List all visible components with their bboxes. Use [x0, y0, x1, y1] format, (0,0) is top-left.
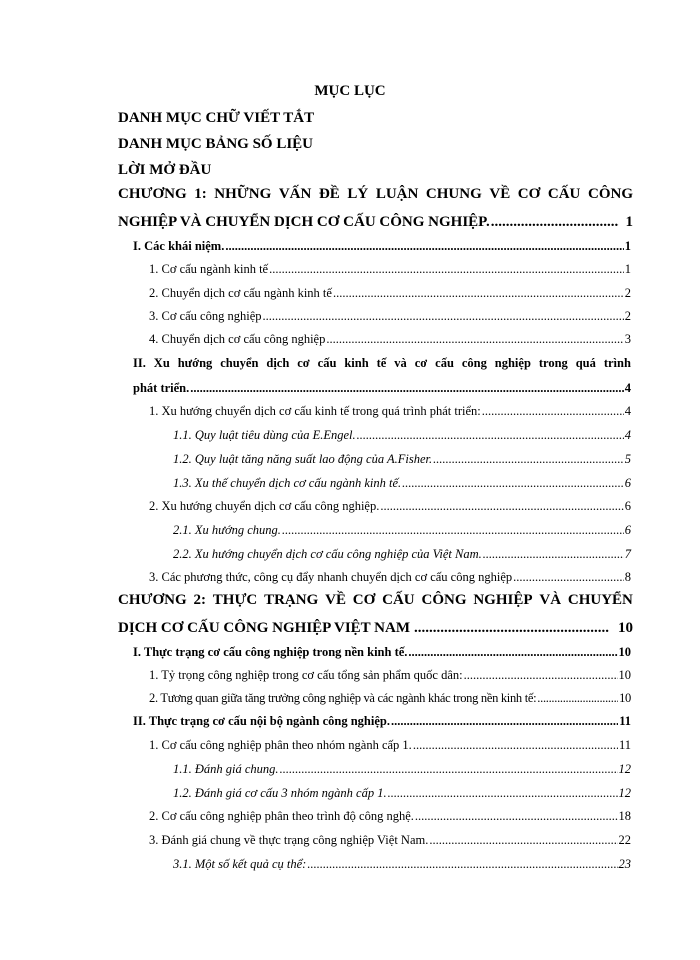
toc-entry[interactable] [173, 473, 631, 493]
toc-entry[interactable] [173, 449, 631, 469]
dot-leader [483, 544, 624, 564]
entry-title: 1.2. Đánh giá cơ cấu 3 nhóm ngành cấp 1. [173, 786, 387, 800]
toc-entry[interactable] [149, 259, 631, 279]
dot-leader [263, 306, 624, 326]
toc-entry[interactable] [173, 759, 631, 779]
chapter-2-heading [118, 589, 633, 639]
front-matter-abbreviations: DANH MỤC CHỮ VIẾT TẮT [118, 110, 315, 126]
entry-title: 2.2. Xu hướng chuyển dịch cơ cấu công nghiệp của Việt Nam. [173, 547, 482, 561]
entry-title: 1. Tỷ trọng công nghiệp trong cơ cấu tổng sản phẩm quốc dân: [149, 668, 463, 682]
page-number: 1 [624, 262, 631, 276]
page-number: 10 [618, 668, 631, 682]
dot-leader [326, 329, 623, 349]
page-number: 12 [618, 786, 631, 800]
entry-title: 1.1. Đánh giá chung. [173, 762, 279, 776]
toc-title: MỤC LỤC [314, 83, 386, 99]
dot-leader [414, 617, 609, 639]
toc-entry[interactable] [149, 401, 631, 421]
entry-title: 3.1. Một số kết quả cụ thể: [173, 857, 307, 871]
entry-title: II. Thực trạng cơ cấu nội bộ ngành công nghiệp. [133, 714, 390, 728]
page-number: 22 [618, 833, 631, 847]
page-number: 4 [624, 381, 631, 395]
word: cấu [435, 356, 454, 370]
section-ii-line-2 [133, 377, 631, 399]
dot-leader [280, 759, 618, 779]
dot-leader [380, 496, 623, 516]
toc-entry[interactable] [133, 642, 631, 662]
page-number: 8 [624, 570, 631, 584]
word: LÝ [347, 186, 369, 202]
page-number: 1 [624, 239, 631, 253]
chapter-1-heading [118, 183, 633, 233]
entry-title: 3. Các phương thức, công cụ đẩy nhanh chuyển dịch cơ cấu công nghiệp [149, 570, 513, 584]
page-number: 7 [624, 547, 631, 561]
word: trong [538, 356, 568, 370]
front-matter-introduction: LỜI MỞ ĐẦU [118, 162, 212, 178]
dot-leader [513, 567, 624, 587]
toc-entry[interactable] [173, 425, 631, 445]
entry-title: 1. Cơ cấu ngành kinh tế [149, 262, 269, 276]
toc-entry[interactable] [149, 329, 631, 349]
page-number: 6 [624, 499, 631, 513]
toc-entry[interactable] [173, 783, 631, 803]
page-number: 12 [618, 762, 631, 776]
page-number: 4 [624, 404, 631, 418]
toc-entry[interactable] [149, 688, 631, 708]
page-number: 4 [624, 428, 631, 442]
word: II. [133, 356, 146, 370]
word: TRẠNG [264, 592, 319, 608]
entry-title: 2. Cơ cấu công nghiệp phân theo trình độ công nghệ. [149, 809, 414, 823]
word: 1: [194, 186, 207, 202]
word: tế [376, 356, 387, 370]
entry-title: 2. Chuyển dịch cơ cấu ngành kinh tế [149, 286, 332, 300]
word: CÔNG [587, 186, 633, 202]
toc-entry[interactable] [149, 567, 631, 587]
dot-leader [537, 688, 618, 708]
word: kinh [344, 356, 369, 370]
page-number: 11 [618, 738, 631, 752]
page-number: 23 [618, 857, 631, 871]
word: CÔNG [421, 592, 467, 608]
dot-leader [333, 283, 624, 303]
chapter-2-line-2 [118, 617, 633, 639]
entry-title: I. Thực trạng cơ cấu công nghiệp trong nền kinh tế. [133, 645, 408, 659]
chapter-1-line-2 [118, 211, 633, 233]
page-number: 2 [624, 286, 631, 300]
page-number: 5 [624, 452, 631, 466]
entry-title: 2. Tương quan giữa tăng trưởng công nghiệp và các ngành khác trong nền kinh tế: [149, 691, 537, 705]
word: CƠ [352, 592, 376, 608]
page-number: 3 [624, 332, 631, 346]
entry-title: 4. Chuyển dịch cơ cấu công nghiệp [149, 332, 326, 346]
page-number: 6 [624, 523, 631, 537]
word: nghiệp [494, 356, 531, 370]
word: THỰC [212, 592, 258, 608]
dot-leader [429, 830, 617, 850]
toc-entry[interactable] [173, 544, 631, 564]
page-number: 2 [624, 309, 631, 323]
word: VẤN [278, 186, 312, 202]
chapter-1-line-1 [118, 183, 633, 205]
word: chuyển [220, 356, 259, 370]
entry-title: 1.1. Quy luật tiêu dùng của E.Engel. [173, 428, 356, 442]
word: CHƯƠNG [118, 186, 187, 202]
toc-entry[interactable] [149, 830, 631, 850]
dot-leader [464, 665, 618, 685]
dot-leader [433, 449, 624, 469]
front-matter-tables: DANH MỤC BẢNG SỐ LIỆU [118, 136, 314, 152]
word: LUẬN [375, 186, 419, 202]
word: và [394, 356, 407, 370]
dot-leader [482, 401, 624, 421]
dot-leader [282, 520, 624, 540]
word: CHUYỂN [567, 592, 633, 608]
word: hướng [177, 356, 213, 370]
entry-title: 1. Cơ cấu công nghiệp phân theo nhóm ngành cấp 1. [149, 738, 412, 752]
page-number: 10 [618, 620, 633, 636]
entry-title: I. Các khái niệm. [133, 239, 225, 253]
dot-leader [190, 377, 624, 399]
entry-title: 2. Xu hướng chuyển dịch cơ cấu công nghiệp. [149, 499, 380, 513]
page-number: 10 [618, 645, 631, 659]
toc-entry[interactable] [149, 735, 631, 755]
dot-leader [408, 642, 617, 662]
toc-entry[interactable] [149, 306, 631, 326]
word: CẤU [547, 186, 581, 202]
word: ĐỀ [318, 186, 340, 202]
word: 2: [193, 592, 206, 608]
toc-entry[interactable] [133, 236, 631, 256]
section-ii-line-1 [133, 352, 631, 374]
toc-entry[interactable] [173, 854, 631, 874]
toc-entry[interactable] [149, 496, 631, 516]
toc-entry[interactable] [173, 520, 631, 540]
word: Xu [153, 356, 170, 370]
entry-title: 1.3. Xu thế chuyển dịch cơ cấu ngành kinh tế. [173, 476, 402, 490]
dot-leader [357, 425, 624, 445]
word: CƠ [517, 186, 541, 202]
entry-title: 2.1. Xu hướng chung. [173, 523, 281, 537]
word: cơ [297, 356, 310, 370]
chapter-2-line-1 [118, 589, 633, 611]
dot-leader [225, 236, 623, 256]
entry-title: 3. Đánh giá chung về thực trạng công nghiệp Việt Nam. [149, 833, 429, 847]
page-number: 10 [619, 691, 631, 705]
entry-title: 1.2. Quy luật tăng năng suất lao động của A.Fisher. [173, 452, 433, 466]
chapter-2-title-end: DỊCH CƠ CẤU CÔNG NGHIỆP VIỆT NAM [118, 620, 410, 636]
dot-leader [402, 473, 624, 493]
entry-title: 3. Cơ cấu công nghiệp [149, 309, 262, 323]
toc-entry-section-ii[interactable] [133, 352, 631, 399]
word: VÀ [539, 592, 562, 608]
page-number: 6 [624, 476, 631, 490]
chapter-1-title-end: NGHIỆP VÀ CHUYỂN DỊCH CƠ CẤU CÔNG NGHIỆP. [118, 214, 490, 230]
page-number: 18 [618, 809, 631, 823]
word: NHỮNG [214, 186, 272, 202]
word: CHUNG [425, 186, 482, 202]
word: VỀ [489, 186, 511, 202]
toc-entry[interactable] [149, 283, 631, 303]
page-number: 1 [625, 214, 633, 230]
word: công [461, 356, 487, 370]
word: cấu [317, 356, 337, 370]
dot-leader [388, 783, 618, 803]
word: CHƯƠNG [118, 592, 187, 608]
word: dịch [266, 356, 290, 370]
toc-entry[interactable] [149, 806, 631, 826]
word: VỀ [325, 592, 346, 608]
entry-title: 1. Xu hướng chuyển dịch cơ cấu kinh tế trong quá trình phát triển: [149, 404, 481, 418]
dot-leader [415, 806, 618, 826]
word: NGHIỆP [473, 592, 533, 608]
dot-leader [269, 259, 624, 279]
word: cơ [414, 356, 428, 370]
dot-leader [413, 735, 618, 755]
dot-leader [491, 211, 619, 233]
word: quá [575, 356, 596, 370]
word: CẤU [382, 592, 415, 608]
entry-title: phát triển. [133, 381, 190, 395]
dot-leader [391, 711, 618, 731]
toc-entry[interactable] [133, 711, 631, 731]
word: trình [603, 356, 631, 370]
page-number: 11 [619, 714, 631, 728]
dot-leader [307, 854, 617, 874]
toc-entry[interactable] [149, 665, 631, 685]
